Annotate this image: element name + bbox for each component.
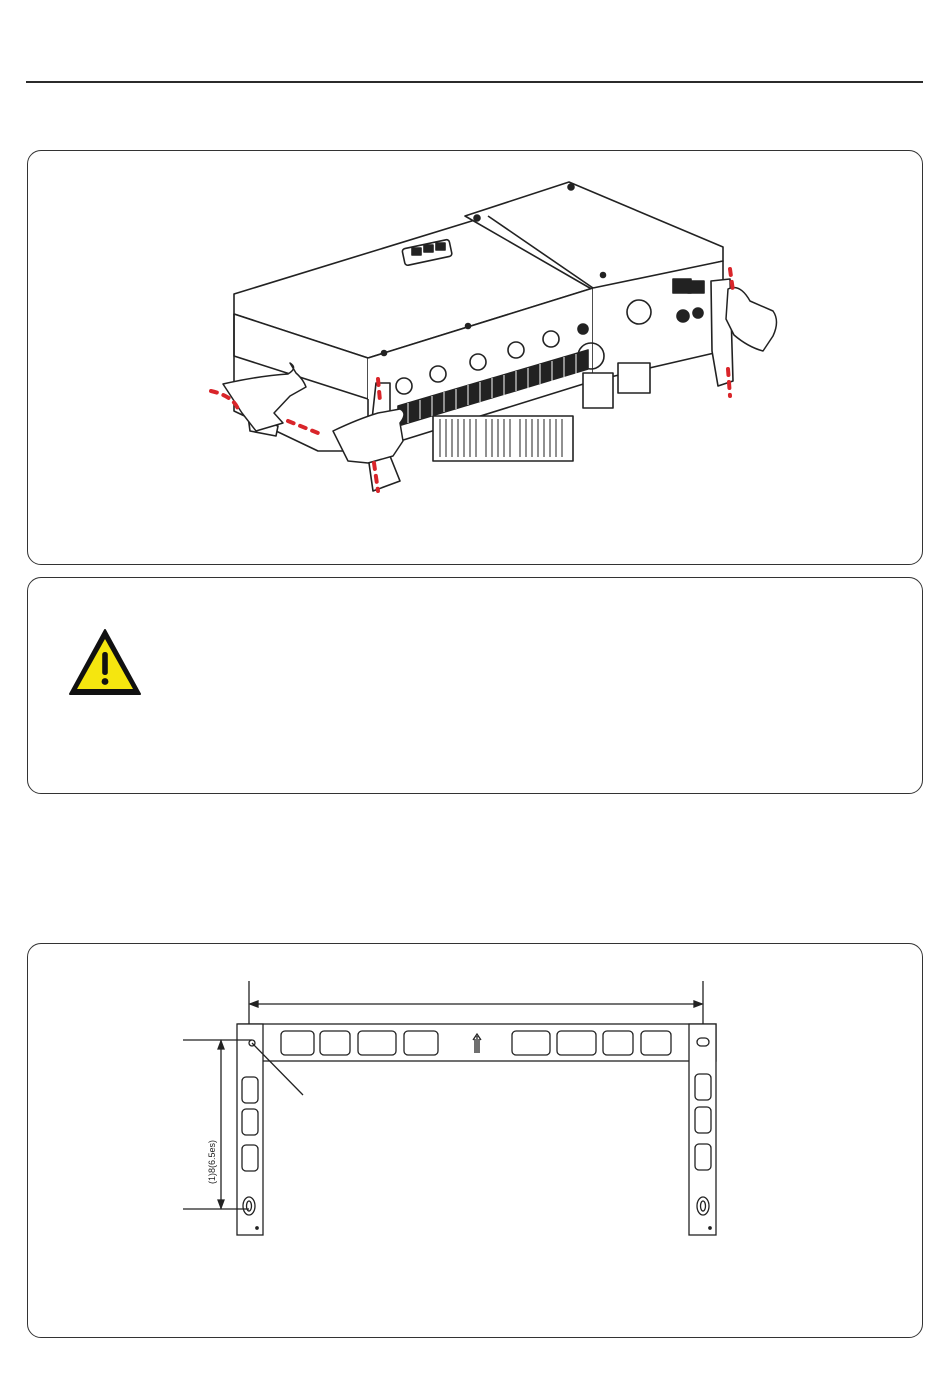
warning-triangle-icon bbox=[68, 628, 142, 696]
inverter-lifting-illustration bbox=[28, 151, 924, 566]
heatsink-block bbox=[433, 416, 573, 461]
hand-left-icon bbox=[223, 363, 306, 431]
wall-bracket-drawing bbox=[28, 944, 924, 1339]
bracket-drawing-panel bbox=[27, 943, 923, 1338]
bracket-right-leg bbox=[689, 1024, 716, 1235]
lifting-figure-panel bbox=[27, 150, 923, 565]
hand-front-icon bbox=[333, 409, 404, 463]
vertical-dimension-label: (1)8(6.5es) bbox=[207, 1139, 217, 1184]
bracket-left-leg bbox=[237, 1024, 263, 1235]
hand-right-icon bbox=[726, 288, 777, 352]
warning-panel bbox=[27, 577, 923, 794]
header-rule bbox=[26, 81, 923, 83]
